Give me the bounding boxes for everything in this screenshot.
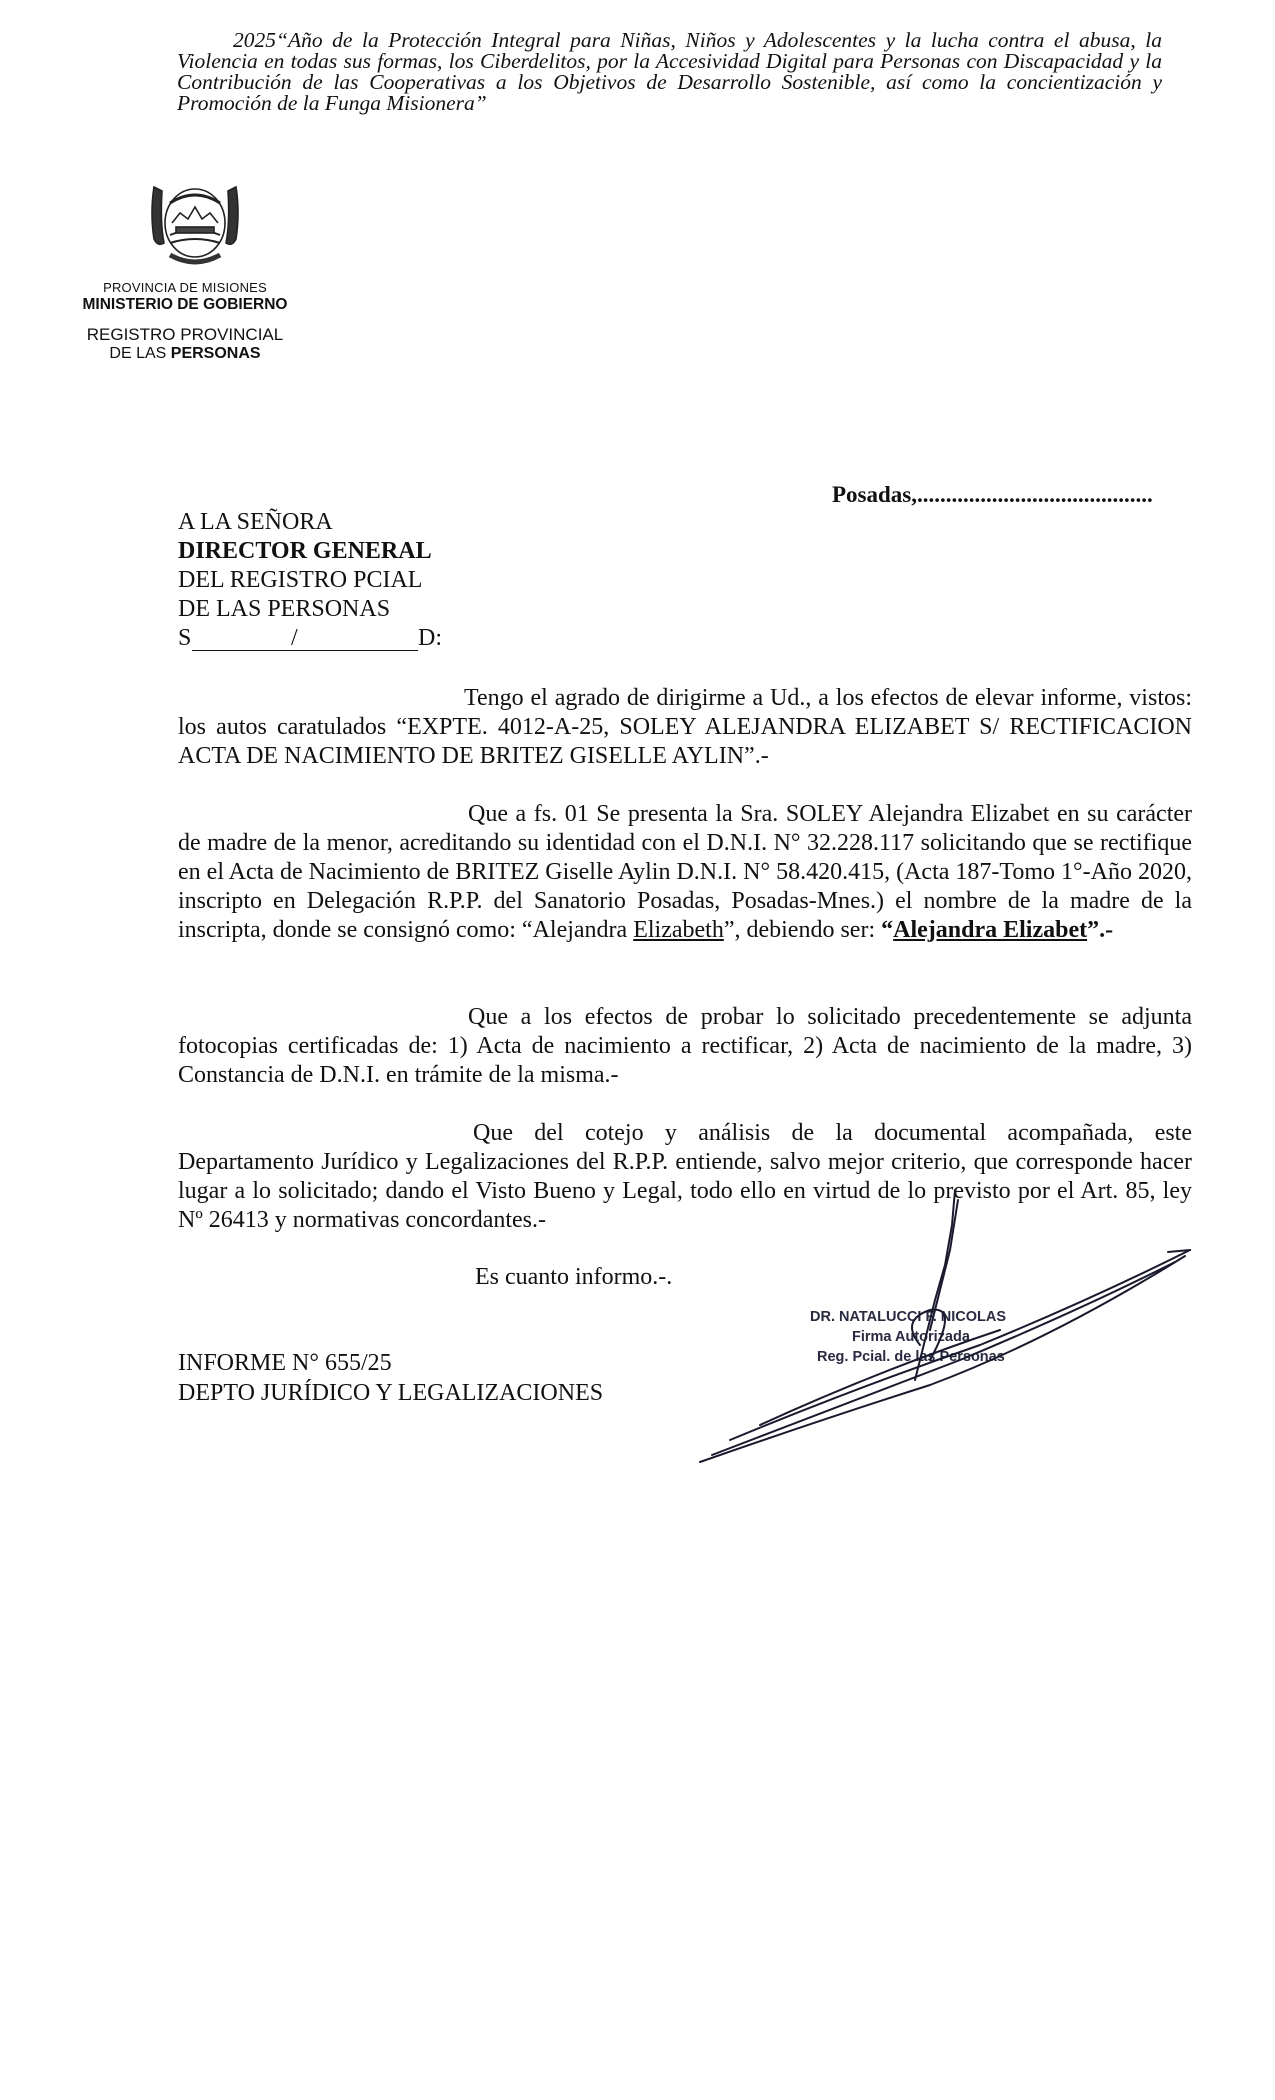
report-block <box>178 1348 603 1408</box>
paragraph-intro: Tengo el agrado de dirigirme a Ud., a los efectos de elevar informe, vistos: los autos caratulados “EXPTE. 4012-A-25, SOLEY ALEJANDRA ELIZABET S/ RECTIFICACION ACTA DE NACIMIENTO DE BRITEZ GISELLE AYLIN”.- <box>178 685 1192 769</box>
wrong-name: Elizabeth <box>633 917 724 943</box>
registry-name-line2 <box>60 345 310 363</box>
sd-s: S <box>178 625 192 651</box>
addressee-line3: DEL REGISTRO PCIAL <box>178 567 423 593</box>
stamp-title: Firma Autorizada <box>852 1329 970 1345</box>
report-number: INFORME N° 655/25 <box>178 1350 392 1376</box>
paragraph-request <box>178 800 1192 945</box>
province-crest-logo <box>140 183 250 273</box>
sd-underline <box>192 624 418 651</box>
place-date-line: Posadas,......................................... <box>832 482 1153 507</box>
year-motto: 2025“Año de la Protección Integral para Niñas, Niños y Adolescentes y la lucha contra el abusa, la Violencia en todas sus formas, los Ciberdelitos, por la Accesividad Digital para Personas con Discapacidad y la Contribución de las Cooperativas a los Objetivos de Desarrollo Sostenible, así como la concientización y Promoción de la Funga Misionera” <box>177 28 1162 115</box>
paragraph-conclusion: Que del cotejo y análisis de la documental acompañada, este Departamento Jurídico y Legalizaciones del R.P.P. entiende, salvo mejor criterio, que corresponde hacer lugar a lo solicitado; dando el Visto Bueno y Legal, todo ello en virtud de lo previsto por el Art. 85, ley Nº 26413 y normativas concordantes.- <box>178 1120 1192 1233</box>
correct-name: Alejandra Elizabet <box>893 917 1088 943</box>
addressee-block <box>178 508 445 653</box>
stamp-name: DR. NATALUCCI F. NICOLAS <box>810 1309 1007 1325</box>
report-department: DEPTO JURÍDICO Y LEGALIZACIONES <box>178 1380 604 1406</box>
province-name: PROVINCIA DE MISIONES <box>103 280 267 295</box>
registry-line2-bold: PERSONAS <box>170 345 261 362</box>
addressee-line1: A LA SEÑORA <box>178 509 333 535</box>
closing-line: Es cuanto informo.-. <box>475 1264 673 1290</box>
sd-d: D: <box>418 625 442 651</box>
request-text-cont: ”, debiendo ser: <box>723 917 882 943</box>
registry-name-line1: REGISTRO PROVINCIAL <box>86 325 284 344</box>
registry-line2-prefix: DE LAS <box>109 345 171 362</box>
paragraph-attachments: Que a los efectos de probar lo solicitado precedentemente se adjunta fotocopias certificadas de: 1) Acta de nacimiento a rectificar, 2) Acta de nacimiento de la madre, 3) Constancia de D.N.I. en trámite de la misma.- <box>178 1004 1192 1088</box>
addressee-title: DIRECTOR GENERAL <box>178 538 432 564</box>
request-text: Que a fs. 01 Se presenta la Sra. SOLEY Alejandra Elizabet en su carácter de madre de la menor, acreditando su identidad con el D.N.I. N° 32.228.117 solicitando que se rectifique en el Acta de Nacimiento de BRITEZ Giselle Aylin D.N.I. N° 58.420.415, (Acta 187-Tomo 1°-Año 2020, inscripto en Delegación R.P.P. del Sanatorio Posadas, Posadas-Mnes.) el nombre de la madre de la inscripta, donde se consignó como: “Alejandra <box>178 801 1192 943</box>
ministry-name: MINISTERIO DE GOBIERNO <box>82 296 288 313</box>
stamp-office: Reg. Pcial. de las Personas <box>817 1349 1005 1365</box>
sd-slash: / <box>291 625 298 651</box>
close-quote: ”.- <box>1087 917 1114 943</box>
open-quote: “ <box>881 917 894 943</box>
addressee-line4: DE LAS PERSONAS <box>178 596 391 622</box>
sd-line <box>178 624 445 653</box>
